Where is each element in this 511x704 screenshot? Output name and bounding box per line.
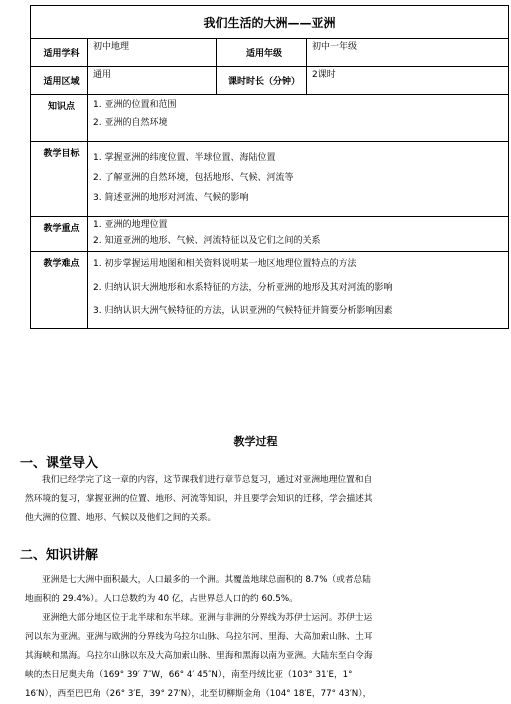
paragraph-line: 16′N），西至巴巴角（26° 3′E，39° 27′N），北至切柳斯金角（104° 18′E，77° 43′N）， [25, 689, 372, 699]
difficult-label: 教学难点 [31, 252, 88, 329]
goal-item: 3. 简述亚洲的地形对河流、气候的影响 [93, 193, 249, 203]
paragraph-line: 我们已经学完了这一章的内容，这节课我们进行章节总复习，通过对亚洲地理位置和自 [42, 475, 373, 485]
knowledge-items [88, 95, 509, 142]
paragraph-line: 他大洲的位置、地形、气候以及他们之间的关系。 [25, 513, 217, 523]
key-items [88, 217, 509, 252]
paragraph-line: 河以东为亚洲。亚洲与欧洲的分界线为乌拉尔山脉、乌拉尔河、里海、大高加索山脉、土耳 [25, 632, 373, 642]
key-label: 教学重点 [31, 217, 88, 252]
paragraph-line: 地面积的 29.4%）。人口总数约为 40 亿，占世界总人口的约 60.5%。 [25, 594, 298, 604]
difficult-item: 3. 归纳认识大洲气候特征的方法，认识亚洲的气候特征并简要分析影响因素 [93, 306, 393, 316]
section1-body [25, 471, 487, 528]
region-label: 适用区域 [31, 67, 88, 95]
goal-item: 2. 了解亚洲的自然环境，包括地形、气候、河流等 [93, 173, 294, 183]
knowledge-item: 2. 亚洲的自然环境 [93, 118, 168, 128]
grade-label: 适用年级 [217, 39, 307, 67]
paragraph-line: 亚洲是七大洲中面积最大，人口最多的一个洲。其覆盖地球总面积的 8.7%（或者总陆 [42, 575, 371, 585]
key-item: 2. 知道亚洲的地形、气候、河流特征以及它们之间的关系 [93, 236, 321, 246]
difficult-items [88, 252, 509, 329]
table-title: 我们生活的大洲——亚洲 [31, 6, 509, 39]
section1-heading: 一、课堂导入 [20, 456, 99, 471]
key-item: 1. 亚洲的地理位置 [93, 220, 168, 230]
section2-body [25, 571, 487, 704]
paragraph-line: 亚洲绝大部分地区位于北半球和东半球。亚洲与非洲的分界线为苏伊士运河。苏伊士运 [42, 613, 373, 623]
paragraph-line: 然环境的复习，掌握亚洲的位置、地形、河流等知识，并且要学会知识的迁移，学会描述其 [25, 494, 373, 504]
lesson-plan-table [30, 5, 509, 329]
knowledge-label: 知识点 [31, 95, 88, 142]
goals-label: 教学目标 [31, 142, 88, 217]
duration-label: 课时时长（分钟） [217, 67, 307, 95]
section2-heading: 二、知识讲解 [20, 548, 99, 563]
difficult-item: 2. 归纳认识大洲地形和水系特征的方法，分析亚洲的地形及其对河流的影响 [93, 283, 393, 293]
goals-items [88, 142, 509, 217]
goal-item: 1. 掌握亚洲的纬度位置、半球位置、海陆位置 [93, 153, 276, 163]
paragraph-line: 峡的杰日尼奥夫角（169° 39′ 7″W，66° 4′ 45″N），南至丹绒比亚（103° 31′E，1° [25, 670, 353, 680]
duration-value: 2课时 [307, 67, 509, 95]
paragraph-line: 其海峡和黑海。乌拉尔山脉以东及大高加索山脉、里海和黑海以南为亚洲。大陆东至白令海 [25, 651, 373, 661]
knowledge-item: 1. 亚洲的位置和范围 [93, 100, 177, 110]
subject-value: 初中地理 [88, 39, 217, 67]
grade-value: 初中一年级 [307, 39, 509, 67]
subject-label: 适用学科 [31, 39, 88, 67]
difficult-item: 1. 初步掌握运用地图和相关资料说明某一地区地理位置特点的方法 [93, 259, 357, 269]
process-title: 教学过程 [233, 435, 278, 448]
region-value: 通用 [88, 67, 217, 95]
